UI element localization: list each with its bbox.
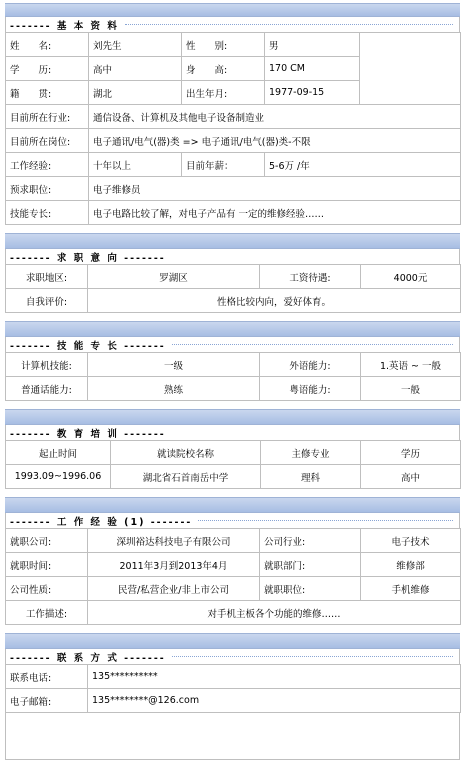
area-value: 罗湖区 bbox=[88, 265, 260, 289]
phone-label: 联系电话: bbox=[6, 665, 88, 689]
salary-label: 目前年薪： bbox=[182, 153, 265, 177]
work-position-label: 就职职位: bbox=[260, 577, 361, 601]
computer-skill-value: 一级 bbox=[88, 353, 260, 377]
mandarin-value: 熟练 bbox=[88, 377, 260, 401]
work-time-label: 就职时间: bbox=[6, 553, 88, 577]
specialty-value: 电子电路比较了解，对电子产品有 一定的维修经验…… bbox=[89, 201, 461, 225]
cantonese-label: 粤语能力: bbox=[260, 377, 361, 401]
email-label: 电子邮箱: bbox=[6, 689, 88, 713]
section-education-title: ------- 教 育 培 训 ------- bbox=[5, 425, 460, 440]
applied-label: 预求职位: bbox=[6, 177, 89, 201]
contact-table bbox=[5, 664, 461, 713]
company-industry-label: 公司行业: bbox=[260, 529, 361, 553]
company-nature-label: 公司性质: bbox=[6, 577, 88, 601]
department-value: 维修部 bbox=[361, 553, 461, 577]
email-value: 135********@126.com bbox=[88, 689, 461, 713]
work-desc-label: 工作描述: bbox=[6, 601, 88, 625]
section-work-title: ------- 工 作 经 验 (1) ------- bbox=[5, 513, 460, 528]
edu-period: 1993.09~1996.06 bbox=[6, 465, 111, 489]
experience-value: 十年以上 bbox=[89, 153, 182, 177]
education-header-row bbox=[6, 441, 461, 465]
specialty-label: 技能专长: bbox=[6, 201, 89, 225]
origin-label: 籍 贯: bbox=[6, 81, 89, 105]
experience-label: 工作经验: bbox=[6, 153, 89, 177]
company-nature-value: 民营/私营企业/非上市公司 bbox=[88, 577, 260, 601]
height-label: 身 高: bbox=[182, 57, 265, 81]
edu-degree: 高中 bbox=[361, 465, 461, 489]
resume bbox=[5, 0, 460, 760]
edu-school: 湖北省石首南岳中学 bbox=[111, 465, 261, 489]
work-table bbox=[5, 528, 461, 625]
salary-value: 5-6万 /年 bbox=[265, 153, 461, 177]
company-value: 深圳裕达科技电子有限公司 bbox=[88, 529, 260, 553]
section-bar bbox=[5, 409, 460, 425]
phone-value: 135********** bbox=[88, 665, 461, 689]
company-industry-value: 电子技术 bbox=[361, 529, 461, 553]
self-eval-label: 自我评价: bbox=[6, 289, 88, 313]
pay-label: 工资待遇: bbox=[260, 265, 361, 289]
foreign-lang-value: 1.英语 ~ 一般 bbox=[361, 353, 461, 377]
table-row bbox=[6, 465, 461, 489]
edu-header-degree: 学历 bbox=[361, 441, 461, 465]
section-bar bbox=[5, 233, 460, 249]
computer-skill-label: 计算机技能: bbox=[6, 353, 88, 377]
work-time-value: 2011年3月到2013年4月 bbox=[88, 553, 260, 577]
work-desc-value: 对手机主板各个功能的维修…… bbox=[88, 601, 461, 625]
basic-info-table bbox=[5, 32, 461, 225]
blank-footer-area bbox=[5, 713, 460, 760]
name-value: 刘先生 bbox=[89, 33, 182, 57]
birth-label: 出生年月: bbox=[182, 81, 265, 105]
section-bar bbox=[5, 497, 460, 513]
section-intention-title: ------- 求 职 意 向 ------- bbox=[5, 249, 460, 264]
industry-value: 通信设备、计算机及其他电子设备制造业 bbox=[89, 105, 461, 129]
section-skills-title: ------- 技 能 专 长 ------- bbox=[5, 337, 460, 352]
section-bar bbox=[5, 3, 460, 17]
pay-value: 4000元 bbox=[361, 265, 461, 289]
industry-label: 目前所在行业: bbox=[6, 105, 89, 129]
edu-header-major: 主修专业 bbox=[261, 441, 361, 465]
birth-value: 1977-09-15 bbox=[265, 81, 360, 105]
section-basic-title: ------- 基 本 资 料 bbox=[5, 17, 460, 32]
area-label: 求职地区: bbox=[6, 265, 88, 289]
gender-value: 男 bbox=[265, 33, 360, 57]
mandarin-label: 普通话能力: bbox=[6, 377, 88, 401]
education-value: 高中 bbox=[89, 57, 182, 81]
position-value: 电子通讯/电气(器)类 => 电子通讯/电气(器)类-不限 bbox=[89, 129, 461, 153]
foreign-lang-label: 外语能力: bbox=[260, 353, 361, 377]
edu-header-period: 起止时间 bbox=[6, 441, 111, 465]
work-position-value: 手机维修 bbox=[361, 577, 461, 601]
skills-table bbox=[5, 352, 461, 401]
self-eval-value: 性格比较内向，爱好体育。 bbox=[88, 289, 461, 313]
photo-area bbox=[360, 33, 461, 105]
section-bar bbox=[5, 321, 460, 337]
applied-value: 电子维修员 bbox=[89, 177, 461, 201]
position-label: 目前所在岗位: bbox=[6, 129, 89, 153]
edu-header-school: 就读院校名称 bbox=[111, 441, 261, 465]
intention-table bbox=[5, 264, 461, 313]
origin-value: 湖北 bbox=[89, 81, 182, 105]
education-label: 学 历: bbox=[6, 57, 89, 81]
section-contact-title: ------- 联 系 方 式 ------- bbox=[5, 649, 460, 664]
cantonese-value: 一般 bbox=[361, 377, 461, 401]
gender-label: 性 别: bbox=[182, 33, 265, 57]
height-value: 170 CM bbox=[265, 57, 360, 81]
education-table bbox=[5, 440, 461, 489]
edu-major: 理科 bbox=[261, 465, 361, 489]
section-bar bbox=[5, 633, 460, 649]
name-label: 姓 名: bbox=[6, 33, 89, 57]
department-label: 就职部门: bbox=[260, 553, 361, 577]
company-label: 就职公司: bbox=[6, 529, 88, 553]
